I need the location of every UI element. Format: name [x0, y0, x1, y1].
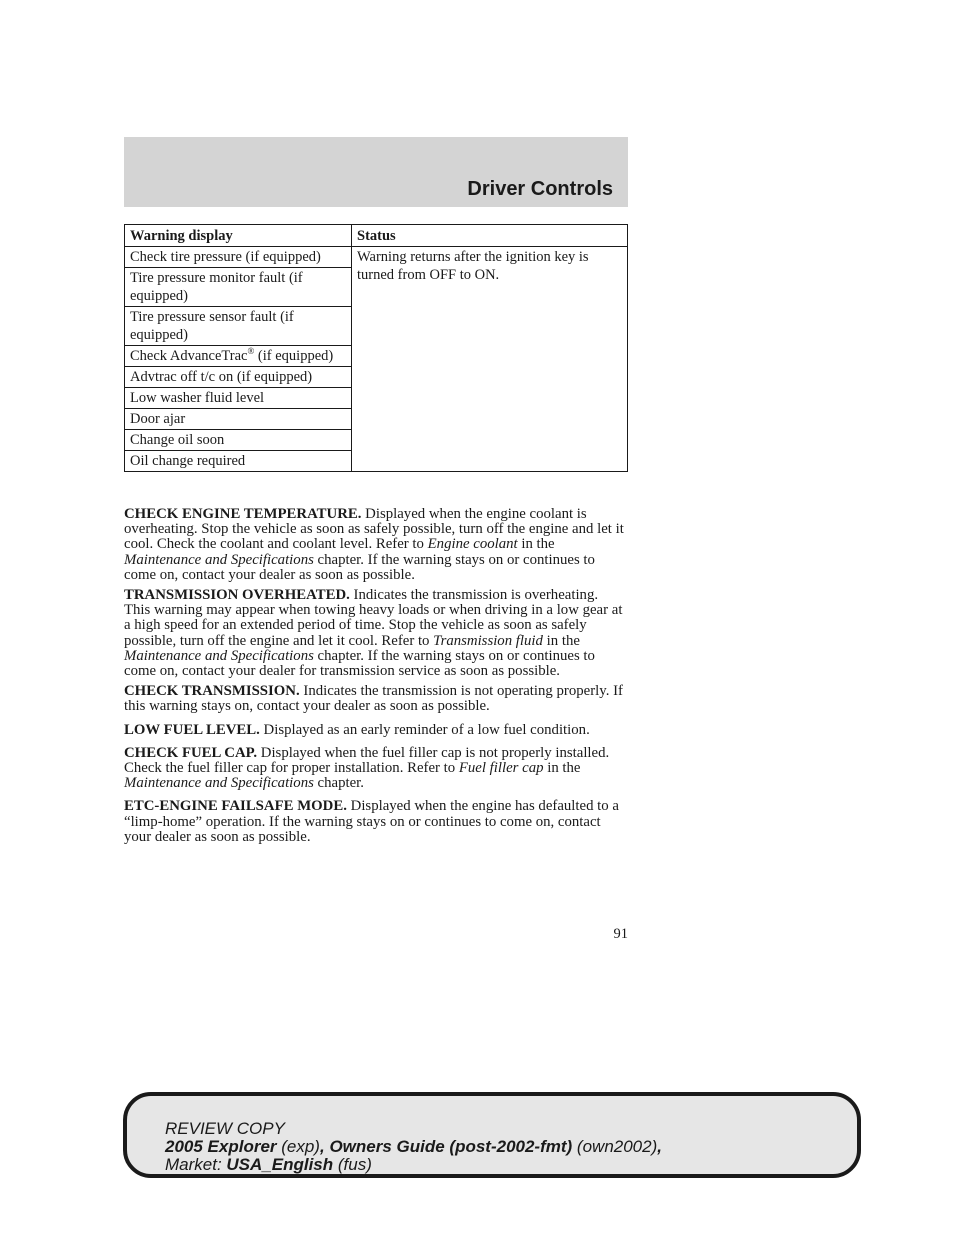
- paragraph-heading: CHECK TRANSMISSION.: [124, 683, 300, 700]
- paragraph-text: Displayed when the engine has defaulted to a “limp-home” operation. If the warning stays on or continues to come on, contact your dealer as soon as possible.: [124, 798, 619, 845]
- footer-model: 2005 Explorer: [165, 1137, 277, 1156]
- footer-guide-code: (own2002): [572, 1137, 658, 1156]
- warning-cell: Check tire pressure (if equipped): [125, 247, 352, 268]
- reference-italic: Fuel filler cap: [458, 760, 544, 777]
- paragraph-text: Displayed when the engine coolant is overheating. Stop the vehicle as soon as safely possible, turn off the engine and let it cool. Check the coolant and coolant level. Refer to: [124, 506, 624, 553]
- low-fuel-paragraph: [124, 723, 624, 738]
- paragraph-text: Indicates the transmission is not operating properly. If this warning stays on, contact your dealer as soon as possible.: [124, 683, 623, 715]
- warning-cell: Door ajar: [125, 409, 352, 430]
- paragraph-heading: ETC-ENGINE FAILSAFE MODE.: [124, 798, 347, 815]
- paragraph-heading: TRANSMISSION OVERHEATED.: [124, 587, 350, 604]
- warning-cell: Oil change required: [125, 451, 352, 472]
- footer-market: USA_English: [226, 1155, 334, 1174]
- warning-cell: Tire pressure monitor fault (if equipped): [125, 268, 352, 307]
- registered-mark: ®: [247, 346, 255, 356]
- column-header-status: Status: [352, 225, 628, 247]
- footer-text: [165, 1120, 662, 1174]
- chapter-title: Driver Controls: [467, 178, 613, 200]
- paragraph-heading: CHECK ENGINE TEMPERATURE.: [124, 506, 362, 522]
- table-header-row: [125, 225, 628, 247]
- warning-cell-text: Check AdvanceTrac: [130, 348, 248, 364]
- table-row: [125, 247, 628, 268]
- paragraph-text: chapter. If the warning stays on or continues to come on, contact your dealer for transmission service as soon as possible.: [124, 647, 595, 680]
- warning-cell-suffix: (if equipped): [254, 348, 334, 364]
- footer-market-code: (fus): [333, 1155, 372, 1174]
- reference-italic: Transmission fluid: [433, 632, 543, 649]
- paragraph-text: chapter.: [313, 775, 364, 792]
- paragraph-text: Displayed as an early reminder of a low fuel condition.: [259, 721, 590, 738]
- paragraph-text: Displayed when the fuel filler cap is not properly installed. Check the fuel filler cap for proper installation. Refer to: [124, 744, 610, 777]
- reference-italic: Engine coolant: [427, 536, 518, 553]
- paragraph-text: in the: [543, 760, 581, 777]
- reference-italic: Maintenance and Specifications: [124, 775, 314, 792]
- warning-display-table: [124, 224, 628, 472]
- paragraph-heading: LOW FUEL LEVEL.: [124, 721, 260, 738]
- footer-separator: ,: [657, 1137, 662, 1156]
- warning-cell: Advtrac off t/c on (if equipped): [125, 367, 352, 388]
- column-header-warning: Warning display: [125, 225, 352, 247]
- reference-italic: Maintenance and Specifications: [124, 647, 314, 664]
- footer-market-label: Market:: [165, 1155, 227, 1174]
- reference-italic: Maintenance and Specifications: [124, 551, 314, 568]
- paragraph-text: chapter. If the warning stays on or continues to come on, contact your dealer as soon as possible.: [124, 551, 595, 583]
- warning-cell: [125, 346, 352, 367]
- review-copy-footer: [123, 1092, 861, 1178]
- status-cell: Warning returns after the ignition key is turned from OFF to ON.: [352, 247, 628, 472]
- page-number: 91: [613, 926, 628, 942]
- etc-failsafe-paragraph: [124, 799, 624, 845]
- fuel-cap-paragraph: [124, 746, 624, 792]
- paragraph-heading: CHECK FUEL CAP.: [124, 744, 258, 761]
- footer-model-code: (exp): [276, 1137, 320, 1156]
- transmission-overheated-paragraph: [124, 588, 624, 679]
- review-copy-label: REVIEW COPY: [165, 1119, 285, 1138]
- body-text: [124, 507, 624, 850]
- paragraph-text: Indicates the transmission is overheating. This warning may appear when towing heavy loads or when driving in a low gear at a high speed for an extended period of time. Stop the vehicle as soon as safely possible, turn off the engine and let it cool. Refer to: [124, 587, 623, 649]
- warning-cell: Low washer fluid level: [125, 388, 352, 409]
- footer-guide: Owners Guide (post-2002-fmt): [329, 1137, 573, 1156]
- paragraph-text: in the: [517, 536, 555, 553]
- warning-cell: Change oil soon: [125, 430, 352, 451]
- engine-temperature-paragraph: [124, 507, 624, 583]
- check-transmission-paragraph: [124, 684, 624, 714]
- warning-cell: Tire pressure sensor fault (if equipped): [125, 307, 352, 346]
- footer-separator: ,: [319, 1137, 330, 1156]
- chapter-header-band: [124, 137, 628, 207]
- paragraph-text: in the: [542, 632, 580, 649]
